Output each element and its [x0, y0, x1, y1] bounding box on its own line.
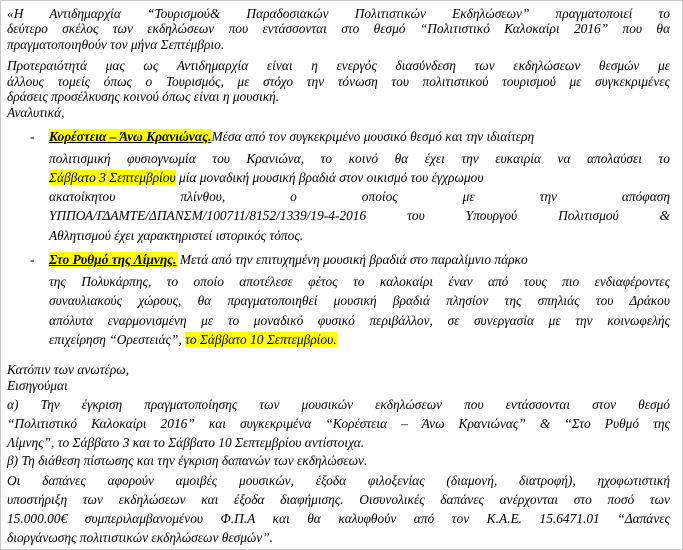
proposal-a-line-3: Λίμνης”, το Σάββατο 3 και το Σάββατο 10 Σεπτεμβρίου αντίστοιχα. [7, 435, 365, 450]
priority-line-1: Προτεραιότητά μας ως Αντιδημαρχία είναι η ενεργός διασύνδεση των εκδηλώσεων θεσμών με [7, 58, 670, 73]
item-2-line-4: απόλυτα εναρμονισμένη με το μοναδικό φυσικό περιβάλλον, σε συνεργασία με την κοινωφελής [49, 313, 670, 328]
item-1-line-1 [49, 129, 670, 144]
therefore-line: Κατόπιν των ανωτέρω, [7, 362, 130, 377]
item-2-line-1 [49, 252, 670, 267]
item-1-title: Κορέστεια – Άνω Κρανιώνας. [49, 129, 212, 144]
proposal-a-line-2: “Πολιτιστικό Καλοκαίρι 2016” και συγκεκριμένα “Κορέστεια – Άνω Κρανιώνας” & “Στο Ρυθμό της [7, 416, 670, 431]
intro-line-3: πραγματοποιηθούν τον μήνα Σεπτέμβριο. [7, 37, 225, 52]
item-1-line-5: ΥΠΠΟΑ/ΓΔΑΜΤΕ/ΔΠΑΝΣΜ/100711/8152/1339/19-4-2016 του Υπουργού Πολιτισμού & [49, 208, 670, 223]
proposal-a-line-1: α) Την έγκριση πραγματοποίησης των μουσικών εκδηλώσεων που εντάσσονται στον θεσμό [7, 397, 670, 412]
bullet-marker-2: - [30, 252, 35, 267]
item-2-line-3: συναυλιακούς χώρους, θα πραγματοποιηθεί μουσική βραδιά πλησίον της σπηλιάς του Δράκου [49, 293, 670, 308]
costs-line-4: διοργάνωσης πολιτιστικών εκδηλώσεων θεσμών”. [7, 530, 274, 545]
bullet-marker-1: - [30, 129, 35, 144]
item-1-line-6: Αθλητισμού έχει χαρακτηριστεί ιστορικός τόπος. [49, 228, 304, 243]
item-1-line-3 [49, 170, 670, 185]
intro-line-1: «Η Αντιδημαρχία “Τουρισμού& Παραδοσιακών Πολιτιστικών Εκδηλώσεων” πραγματοποιεί το [7, 6, 670, 21]
item-2-text-1: Μετά από την επιτυχημένη μουσική βραδιά στο παραλίμνιο πάρκο [176, 252, 528, 267]
costs-line-2: υποστήριξη των εκδηλώσεων και έξοδα διαφήμισης. Οισυνολικές δαπάνες ανέρχονται στο ποσό των [7, 492, 670, 507]
item-1-line-4: ακατοίκητου πλίνθου, ο οποίος με την απόφαση [49, 189, 670, 204]
proposal-b-line: β) Τη διάθεση πίστωσης και την έγκριση δαπανών των εκδηλώσεων. [7, 453, 368, 468]
intro-line-2: δεύτερο σκέλος των εκδηλώσεων που εντάσσονται στο θεσμό “Πολιτιστικό Καλοκαίρι 2016” που θα [7, 21, 670, 36]
priority-line-3: δράσεις προσέλκυσης κοινού όπως είναι η μουσική. [7, 89, 280, 104]
costs-line-3: 15.000.00€ συμπεριλαμβανομένου Φ.Π.Α και θα καλυφθούν από τον Κ.Α.Ε. 15.6471.01 “Δαπάνες [7, 511, 670, 526]
item-2-date: το Σάββατο 10 Σεπτεμβρίου. [185, 332, 337, 347]
item-1-text-1: Μέσα από τον συγκεκριμένο μουσικό θεσμό και την ιδιαίτερη [211, 129, 535, 144]
priority-line-2: άλλους τομείς όπως ο Τουρισμός, με στόχο την τόνωση του πολιτιστικού τουρισμού με συγκεκριμένες [7, 74, 670, 89]
item-2-line-2: της Πολυκάρπης, το οποίο αποτέλεσε φέτος το καλοκαίρι έναν από τους πιο ενδιαφέροντες [49, 274, 670, 289]
item-1-line-2: πολιτισμική φυσιογνωμία του Κρανιώνα, το κοινό θα έχει την ευκαιρία να απολαύσει το [49, 151, 670, 166]
item-2-title: Στο Ρυθμό της Λίμνης. [49, 252, 177, 267]
item-1-text-3: μία μοναδική μουσική βραδιά στον οικισμό του έγχρωμου [175, 170, 484, 185]
propose-line: Εισηγούμαι [7, 378, 68, 393]
analytical-label: Αναλυτικά, [7, 105, 65, 120]
costs-line-1: Οι δαπάνες αφορούν αμοιβές μουσικών, έξοδα φιλοξενίας (διαμονή, διατροφή), ηχοφωτιστική [7, 473, 670, 488]
item-2-line-5 [49, 332, 337, 347]
item-1-date: Σάββατο 3 Σεπτεμβρίου [49, 170, 176, 185]
item-2-text-5: επιχείρηση “Ορεστειάς”, [49, 332, 186, 347]
